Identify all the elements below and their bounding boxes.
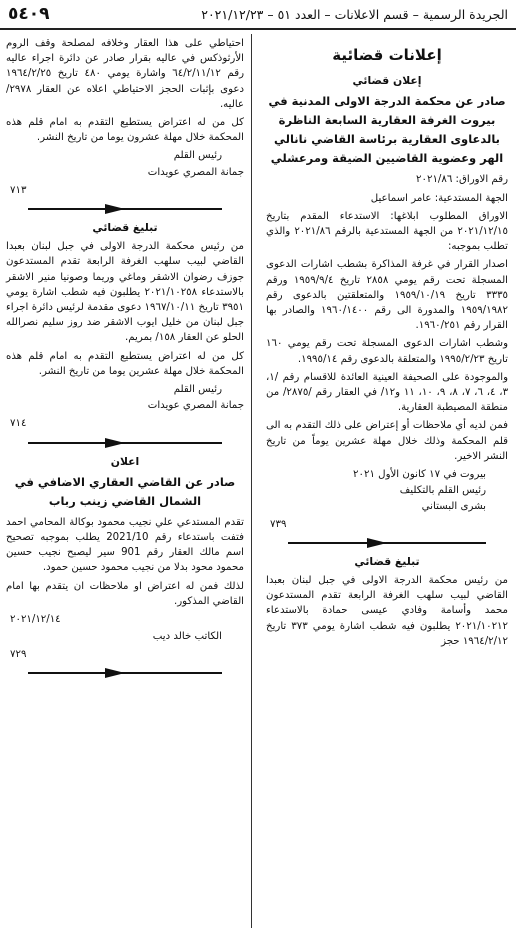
notice-tag: تبليغ قضائي: [354, 554, 420, 568]
notice-paragraph: وشطب اشارات الدعوى المسجلة تحت رقم يومي ١٦٠ تاريخ ١٩٩٥/٢/٢٣ والمتعلقة بالدعوى رقم ١٩٩٥/١٤.: [266, 338, 508, 365]
signer-name: جمانة المصري عويدات: [147, 166, 244, 178]
notice-date: ٢٠٢١/١٢/١٤: [10, 614, 61, 626]
page-header: [0, 0, 516, 30]
notice-paragraph: كل من له اعتراض يستطيع التقدم به امام قلم هذه المحكمة خلال مهلة عشرين يوما من تاريخ النشر.: [6, 350, 244, 377]
notice-tag: تبليغ قضائي: [92, 221, 158, 235]
page-number: ٥٤٠٩: [8, 4, 50, 24]
signer-name: الكاتب خالد ديب: [152, 631, 222, 643]
gazette-title: الجريدة الرسمية – قسم الاعلانات – العدد ٥١ – ٢٠٢١/١٢/٢٣: [201, 7, 508, 22]
applicant: الجهة المستدعية: عامر اسماعيل: [370, 192, 508, 204]
separator-ornament: [288, 538, 486, 548]
separator-ornament: [28, 438, 222, 448]
notice-heading: صادر عن محكمة الدرجة الاولى المدنية في بيروت الغرفة العقارية السابعة الناظرة بالدعاوى العقارية برئاسة القاضي نانالي الهر وعضوية القاضيين الضيقة ومرعشلي: [268, 94, 506, 166]
section-title: إعلانات قضائية: [332, 46, 442, 64]
notice-paragraph: احتياطي على هذا العقار وخلافه لمصلحة وقف الروم الأرثوذكس في عاليه بقرار صادر عن دائرة اجراء عاليه رقم ٦٤/٢/١١/١٢ واشارة يومي ٤٨٠ تاريخ ١٩٦٤/٢/٢٥ دعوى بإثبات الحجز الاحتياطي اعلاه عن العقار ٢٩٧٨/ عاليه.: [6, 38, 245, 110]
notice-tag: اعلان: [110, 454, 140, 468]
notice-paragraph: الاوراق المطلوب ابلاغها: الاستدعاء المقدم بتاريخ ٢٠٢١/١٢/١٥ من الجهة المستدعية بالرقم ٢٠٢١/٨٦ والذي تطلب بموجبه:: [266, 210, 508, 253]
notice-paragraph: من رئيس محكمة الدرجة الاولى في جبل لبنان بعبدا القاضي لبيب سلهب الغرفة الرابعة تقدم المستدعون محمد وأسامة وفادي عيسى حمادة بالاستدعاء ٢٠٢١/١٠٢١٢ يطلبون فيه شطب اشارة يومي ٣٧٣ تاريخ ١٩٦٤/٢/١٢ حجز: [266, 575, 508, 647]
notice-number: ٧٣٩: [270, 518, 287, 530]
notice-paragraph: لذلك فمن له اعتراض او ملاحظات ان يتقدم بها امام القاضي المذكور.: [6, 580, 244, 607]
separator-ornament: [28, 668, 222, 678]
signer-title: رئيس القلم: [173, 150, 222, 162]
reference-number: رقم الاوراق: ٢٠٢١/٨٦: [416, 174, 508, 186]
notice-number: ٧١٤: [10, 418, 27, 430]
notice-date: بيروت في ١٧ كانون الأول ٢٠٢١: [353, 469, 486, 481]
column-divider: [251, 34, 252, 928]
signer-name: بشرى البستاني: [421, 501, 486, 513]
signer-title: رئيس القلم: [173, 384, 222, 396]
notice-heading: صادر عن القاضي العقاري الاضافي في الشمال القاضي زينب رباب: [14, 474, 236, 508]
notice-tag: إعلان قضائي: [352, 74, 422, 88]
separator-ornament: [28, 204, 222, 214]
notice-paragraph: تقدم المستدعي علي نجيب محمود بوكالة المحامي احمد فتفت باستدعاء رقم 2021/10 يطلب بموجبه تصحيح اسم مالك العقار رقم 901 سير ليصبح نجيب حسين محمود محود بدلا من نجيب محمود حسين حمود.: [6, 516, 244, 574]
notice-paragraph: كل من له اعتراض يستطيع التقدم به امام قلم هذه المحكمة خلال مهلة عشرون يوما من تاريخ النشر.: [6, 117, 244, 144]
notice-paragraph: من رئيس محكمة الدرجة الاولى في جبل لبنان بعبدا القاضي لبيب سلهب الغرفة الرابعة تقدم المستدعون جوزف رضوان الاشقر وماغي وريما وصونيا منير الاشقر بالاستدعاء ٢٠٢١/١٠٢٥٨ يطلبون فيه شطب اشارة يومي ٣٩٥١ تاريخ ١٩٦٧/١٠/١١ دعوى مقدمة لرئيس دائرة اجراء جبل لبنان من خليل ايوب الاشقر ضد روز سليم نصرالله الحلو عن العقار ١٥٨/ بمريم.: [6, 241, 244, 344]
notice-paragraph: فمن لديه أي ملاحظات أو إعتراض على ذلك التقدم به الى قلم المحكمة وذلك خلال مهلة عشرين يوماً من تاريخ النشر الاخير.: [266, 420, 508, 462]
signer-name: جمانة المصري عويدات: [147, 400, 244, 412]
notice-paragraph: اصدار القرار في غرفة المذاكرة بشطب اشارات الدعوى المسجلة تحت رقم يومي ٢٨٥٨ تاريخ ١٩٥٩/٩/٤ ورقم ٣٣٣٥ تاريخ ١٩٥٩/١٠/١٩ والمتعلقتين بالدعوى رقم ١٩٥٩/١٩٨٢ والمدورة الى رقم ١٩٦٠/١٤٠٠ والصادر بها القرار رقم ١٩٦٠/٢٥١.: [266, 259, 509, 332]
signer-title: رئيس القلم بالتكليف: [399, 485, 486, 497]
right-column: [266, 36, 508, 930]
notice-number: ٧١٣: [10, 184, 27, 196]
left-column: [6, 36, 244, 930]
notice-paragraph: والموجودة على الصحيفة العينية العائدة للاقسام رقم /١، ٣، ٤، ٦، ٧، ٨، ٩، ١٠، ١١ و١٢/ في العقار رقم /٢٨٧٥/ من منطقة المصيطبة العقارية.: [266, 371, 509, 414]
notice-number: ٧٢٩: [10, 648, 27, 660]
